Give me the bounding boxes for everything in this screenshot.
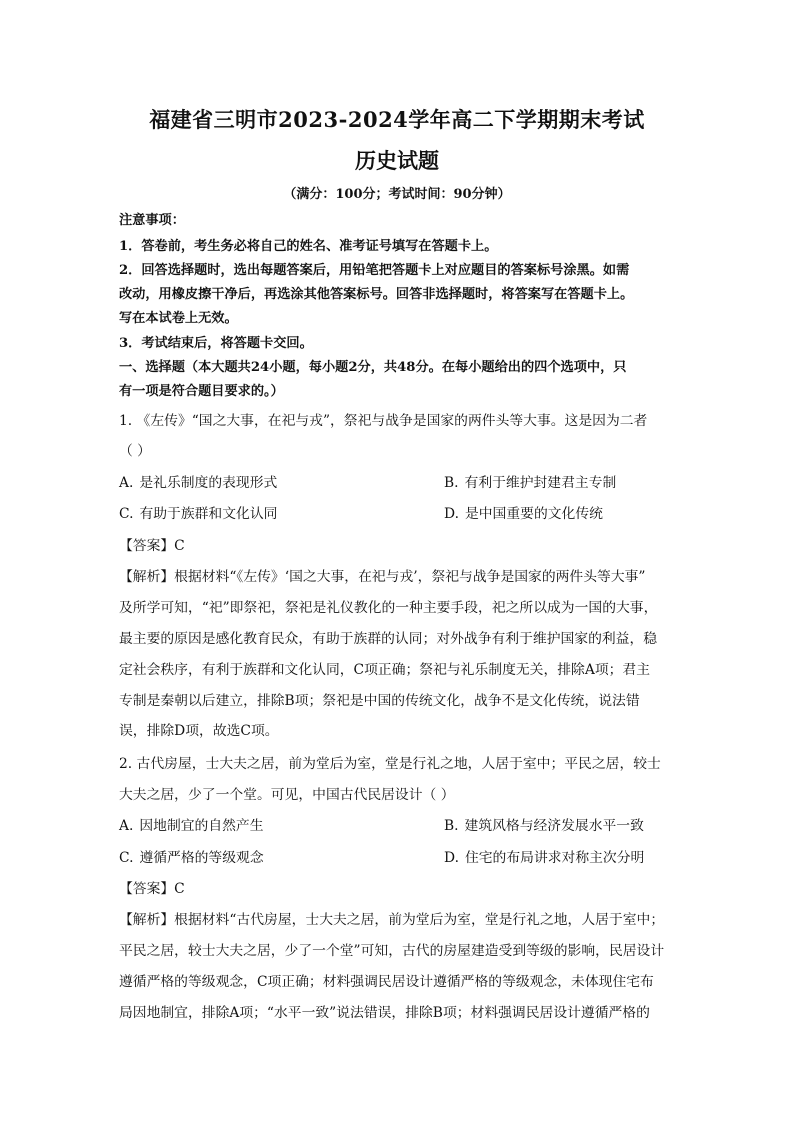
- option-letter: D.: [444, 506, 459, 522]
- question-2-answer: 【答案】C: [119, 881, 185, 897]
- option-text: 是礼乐制度的表现形式: [139, 475, 278, 491]
- note-line: 3．考试结束后，将答题卡交回。: [119, 336, 313, 351]
- question-2-option-c: [119, 846, 264, 866]
- question-1-option-d: [444, 502, 603, 522]
- note-line: 2．回答选择题时，选出每题答案后，用铅笔把答题卡上对应题目的答案标号涂黑。如需: [119, 263, 630, 278]
- question-2-option-a: [119, 814, 264, 834]
- note-line: 写在本试卷上无效。: [119, 311, 238, 326]
- question-1-answer: 【答案】C: [119, 538, 185, 554]
- option-letter: A.: [119, 475, 134, 491]
- option-text: 因地制宜的自然产生: [139, 818, 264, 834]
- question-1-option-b: [444, 471, 616, 491]
- note-line: 1．答卷前，考生务必将自己的姓名、准考证号填写在答题卡上。: [119, 239, 498, 254]
- question-1-analysis-line: 定社会秩序，有利于族群和文化认同，C项正确；祭祀与礼乐制度无关，排除A项；君主: [119, 662, 651, 678]
- question-1-analysis-line: 专制是秦朝以后建立，排除B项；祭祀是中国的传统文化，战争不是文化传统，说法错: [119, 693, 640, 709]
- question-1-option-a: [119, 471, 277, 491]
- option-letter: A.: [119, 818, 134, 834]
- question-2-option-d: [444, 846, 644, 866]
- option-text: 是中国重要的文化传统: [464, 506, 603, 522]
- option-text: 有助于族群和文化认同: [139, 506, 278, 522]
- option-text: 建筑风格与经济发展水平一致: [464, 818, 644, 834]
- question-2-stem-cont: 大夫之居，少了一个堂。可见，中国古代民居设计（ ）: [119, 787, 455, 803]
- notes-heading: 注意事项：: [119, 213, 185, 228]
- note-line: 改动，用橡皮擦干净后，再选涂其他答案标号。回答非选择题时，将答案写在答题卡上。: [119, 287, 634, 302]
- option-letter: C.: [119, 850, 134, 866]
- question-1-analysis-line: 最主要的原因是感化教育民众，有助于族群的认同；对外战争有利于维护国家的利益，稳: [119, 631, 658, 647]
- question-1-option-c: [119, 502, 277, 522]
- question-1-analysis-line: 误，排除D项，故选C项。: [119, 723, 279, 739]
- exam-info: （满分：100分；考试时间：90分钟）: [283, 187, 511, 202]
- option-text: 遵循严格的等级观念: [139, 850, 264, 866]
- question-2-option-b: [444, 814, 644, 834]
- question-2-stem: 2. 古代房屋，士大夫之居，前为堂后为室，堂是行礼之地，人居于室中；平民之居，较士: [119, 756, 661, 772]
- question-1-stem-cont: （ ）: [119, 443, 151, 459]
- option-letter: C.: [119, 506, 134, 522]
- question-1-stem: 1. 《左传》“国之大事，在祀与戎”，祭祀与战争是国家的两件头等大事。这是因为二者: [119, 413, 648, 429]
- option-letter: D.: [444, 850, 459, 866]
- option-text: 住宅的布局讲求对称主次分明: [464, 850, 645, 866]
- question-2-analysis-line: 平民之居，较士大夫之居，少了一个堂”可知，古代的房屋建造受到等级的影响，民居设计: [119, 943, 665, 959]
- question-1-analysis-line: 及所学可知，“祀”即祭祀，祭祀是礼仪教化的一种主要手段，祀之所以成为一国的大事，: [119, 600, 658, 616]
- question-1-analysis-line: 【解析】根据材料“《左传》‘国之大事，在祀与戎’，祭祀与战争是国家的两件头等大事”: [119, 569, 646, 585]
- section-heading: 一、选择题（本大题共24小题，每小题2分，共48分。在每小题给出的四个选项中，只: [119, 360, 627, 375]
- option-text: 有利于维护封建君主专制: [464, 475, 617, 491]
- document-subtitle: 历史试题: [355, 148, 439, 173]
- section-heading-cont: 有一项是符合题目要求的。）: [119, 384, 284, 399]
- option-letter: B.: [444, 475, 459, 491]
- option-letter: B.: [444, 818, 459, 834]
- question-2-analysis-line: 局因地制宜，排除A项；“水平一致”说法错误，排除B项；材料强调民居设计遵循严格的: [119, 1005, 650, 1021]
- document-title: 福建省三明市2023-2024学年高二下学期期末考试: [149, 107, 645, 132]
- question-2-analysis-line: 遵循严格的等级观念，C项正确；材料强调民居设计遵循严格的等级观念，未体现住宅布: [119, 974, 654, 990]
- question-2-analysis-line: 【解析】根据材料“古代房屋，士大夫之居，前为堂后为室，堂是行礼之地，人居于室中；: [119, 912, 665, 928]
